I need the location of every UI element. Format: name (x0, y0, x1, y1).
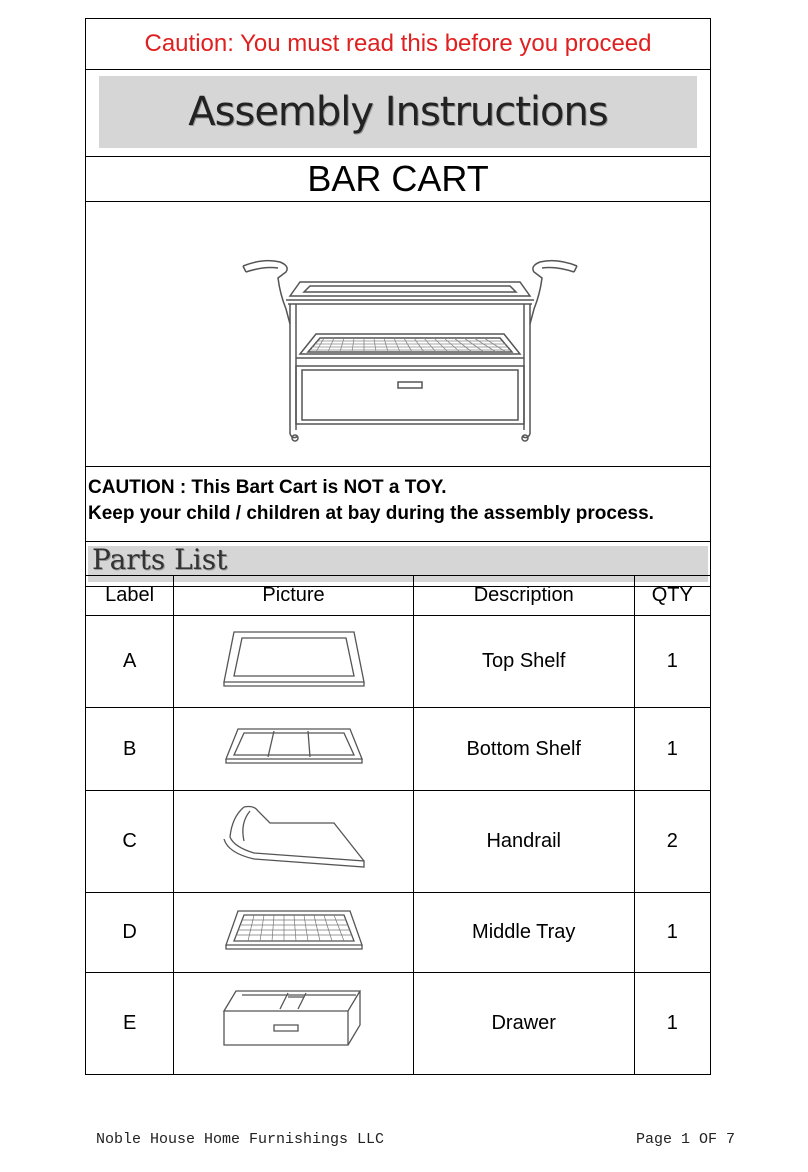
assembly-banner (99, 76, 697, 148)
drawer-icon (214, 981, 374, 1061)
safety-warning (86, 467, 710, 541)
product-title: BAR CART (86, 157, 710, 202)
part-picture (174, 616, 414, 708)
document-frame (85, 18, 711, 587)
warning-line-1: CAUTION : This Bart Cart is NOT a TOY. (88, 477, 447, 498)
footer-page-number: Page 1 OF 7 (636, 1131, 736, 1148)
part-description: Bottom Shelf (413, 708, 634, 791)
part-label: D (86, 893, 174, 973)
part-description: Top Shelf (413, 616, 634, 708)
bar-cart-drawing (238, 254, 582, 444)
parts-table (85, 575, 711, 1075)
parts-list-title: Parts List (92, 543, 228, 576)
part-picture (174, 893, 414, 973)
part-description: Drawer (413, 973, 634, 1075)
part-qty: 1 (634, 893, 710, 973)
handrail-icon (214, 797, 374, 881)
footer-company: Noble House Home Furnishings LLC (96, 1131, 385, 1148)
part-picture (174, 708, 414, 791)
column-header-picture: Picture (174, 576, 414, 616)
part-qty: 1 (634, 708, 710, 791)
part-label: A (86, 616, 174, 708)
table-row (86, 708, 711, 791)
part-description: Middle Tray (413, 893, 634, 973)
top-shelf-icon (214, 624, 374, 694)
table-row (86, 973, 711, 1075)
part-label: B (86, 708, 174, 791)
bottom-shelf-icon (214, 721, 374, 771)
assembly-banner-row (86, 70, 710, 157)
caution-heading: Caution: You must read this before you proceed (86, 19, 710, 70)
assembly-title: Assembly Instructions (188, 89, 608, 135)
column-header-qty: QTY (634, 576, 710, 616)
part-picture (174, 791, 414, 893)
part-label: E (86, 973, 174, 1075)
table-row (86, 791, 711, 893)
part-qty: 2 (634, 791, 710, 893)
part-picture (174, 973, 414, 1075)
warning-line-2: Keep your child / children at bay during the assembly process. (88, 503, 654, 524)
part-qty: 1 (634, 973, 710, 1075)
table-row (86, 616, 711, 708)
part-description: Handrail (413, 791, 634, 893)
table-row (86, 893, 711, 973)
bar-cart-illustration (86, 202, 710, 467)
part-qty: 1 (634, 616, 710, 708)
table-header-row (86, 576, 711, 616)
column-header-description: Description (413, 576, 634, 616)
column-header-label: Label (86, 576, 174, 616)
middle-tray-icon (214, 903, 374, 957)
part-label: C (86, 791, 174, 893)
